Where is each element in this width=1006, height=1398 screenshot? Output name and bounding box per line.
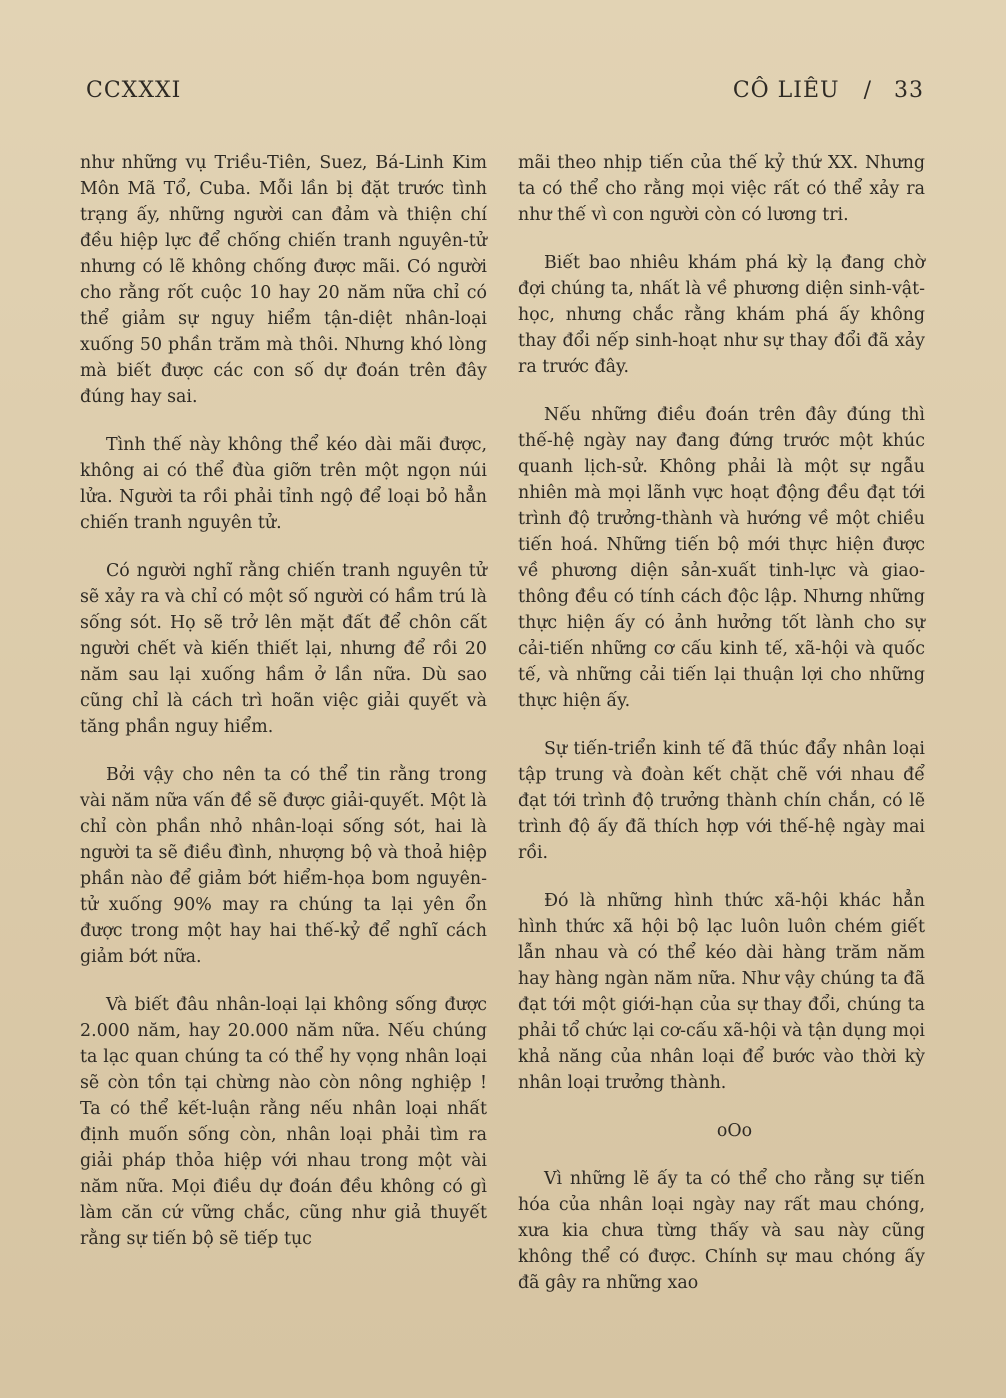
- paragraph: Nếu những điều đoán trên đây đúng thì thế-hệ ngày nay đang đứng trước một khúc quanh lịch-sử. Không phải là một sự ngẫu nhiên mà mọi lãnh vực hoạt động đều đạt tới trình độ trưởng-thành và hướng về một chiều tiến hoá. Những tiến bộ mới thực hiện được về phương diện sản-xuất tinh-lực và giao-thông đều có tính cách độc lập. Nhưng những thực hiện ấy có ảnh hưởng tốt lành cho sự cải-tiến những cơ cấu kinh tế, xã-hội và quốc tế, và những cải tiến lại thuận lợi cho những thực hiện ấy.: [518, 405, 925, 711]
- paragraph: Và biết đâu nhân-loại lại không sống được 2.000 năm, hay 20.000 năm nữa. Nếu chúng ta lạc quan chúng ta có thể hy vọng nhân loại sẽ còn tồn tại chừng nào còn nông nghiệp ! Ta có thể kết-luận rằng nếu nhân loại nhất định muốn sống còn, nhân loại phải tìm ra giải pháp thỏa hiệp với nhau trong một vài năm nữa. Mọi điều dự đoán đều không có gì làm căn cứ vững chắc, cũng như giả thuyết rằng sự tiến bộ sẽ tiếp tục: [80, 995, 487, 1249]
- page-number: 33: [894, 78, 924, 103]
- paragraph: như những vụ Triều-Tiên, Suez, Bá-Linh Kim Môn Mã Tổ, Cuba. Mỗi lần bị đặt trước tình trạng ấy, những người can đảm và thiện chí đều hiệp lực để chống chiến tranh nguyên-tử nhưng có lẽ không chống được mãi. Có người cho rằng rốt cuộc 10 hay 20 năm nữa chỉ có thể giảm sự nguy hiểm tận-diệt nhân-loại xuống 50 phần trăm mà thôi. Nhưng khó lòng mà biết được các con số dự đoán trên đây đúng hay sai.: [80, 153, 487, 407]
- running-head: [733, 78, 924, 103]
- paragraph: Vì những lẽ ấy ta có thể cho rằng sự tiến hóa của nhân loại ngày nay rất mau chóng, xưa kia chưa từng thấy và sau này cũng không thể có được. Chính sự mau chóng ấy đã gây ra những xao: [518, 1169, 925, 1293]
- page-separator: /: [863, 78, 872, 103]
- paragraph: Sự tiến-triển kinh tế đã thúc đẩy nhân loại tập trung và đoàn kết chặt chẽ với nhau để đạt tới trình độ trưởng thành chín chắn, có lẽ trình độ ấy đã thích hợp với thế-hệ ngày mai rồi.: [518, 739, 925, 863]
- paragraph: Có người nghĩ rằng chiến tranh nguyên tử sẽ xảy ra và chỉ có một số người có hầm trú là sống sót. Họ sẽ trở lên mặt đất để chôn cất người chết và kiến thiết lại, nhưng để rồi 20 năm sau lại xuống hầm ở lần nữa. Dù sao cũng chỉ là cách trì hoãn việc giải quyết và tăng phần nguy hiểm.: [80, 561, 487, 737]
- paragraph: mãi theo nhịp tiến của thế kỷ thứ XX. Nhưng ta có thể cho rằng mọi việc rất có thể xảy ra như thế vì con người còn có lương tri.: [518, 153, 925, 225]
- page-header: [86, 78, 924, 110]
- paragraph: Tình thế này không thể kéo dài mãi được, không ai có thể đùa giỡn trên một ngọn núi lửa. Người ta rồi phải tỉnh ngộ để loại bỏ hẳn chiến tranh nguyên tử.: [80, 435, 487, 533]
- section-separator: oOo: [716, 1121, 753, 1141]
- chapter-number: CCXXXI: [86, 78, 182, 103]
- left-column: [80, 150, 487, 1274]
- paragraph: Bởi vậy cho nên ta có thể tin rằng trong vài năm nữa vấn đề sẽ được giải-quyết. Một là chỉ còn phần nhỏ nhân-loại sống sót, hai là người ta sẽ điều đình, nhượng bộ và thoả hiệp phần nào để giảm bớt hiểm-họa bom nguyên-tử xuống 90% may ra chúng ta lại yên ổn được trong một hay hai thế-kỷ để nghĩ cách giảm bớt nữa.: [80, 765, 487, 967]
- right-column: [518, 150, 925, 1318]
- running-title: CÔ LIÊU: [732, 78, 840, 103]
- paragraph: Biết bao nhiêu khám phá kỳ lạ đang chờ đợi chúng ta, nhất là về phương diện sinh-vật-học, nhưng chắc rằng khám phá ấy không thay đổi nếp sinh-hoạt như sự thay đổi đã xảy ra trước đây.: [518, 253, 925, 377]
- paragraph: Đó là những hình thức xã-hội khác hẳn hình thức xã hội bộ lạc luôn luôn chém giết lẫn nhau và có thể kéo dài hàng trăm năm hay hàng ngàn năm nữa. Như vậy chúng ta đã đạt tới một giới-hạn của sự thay đổi, chúng ta phải tổ chức lại cơ-cấu xã-hội và tận dụng mọi khả năng của nhân loại để bước vào thời kỳ nhân loại trưởng thành.: [518, 891, 925, 1093]
